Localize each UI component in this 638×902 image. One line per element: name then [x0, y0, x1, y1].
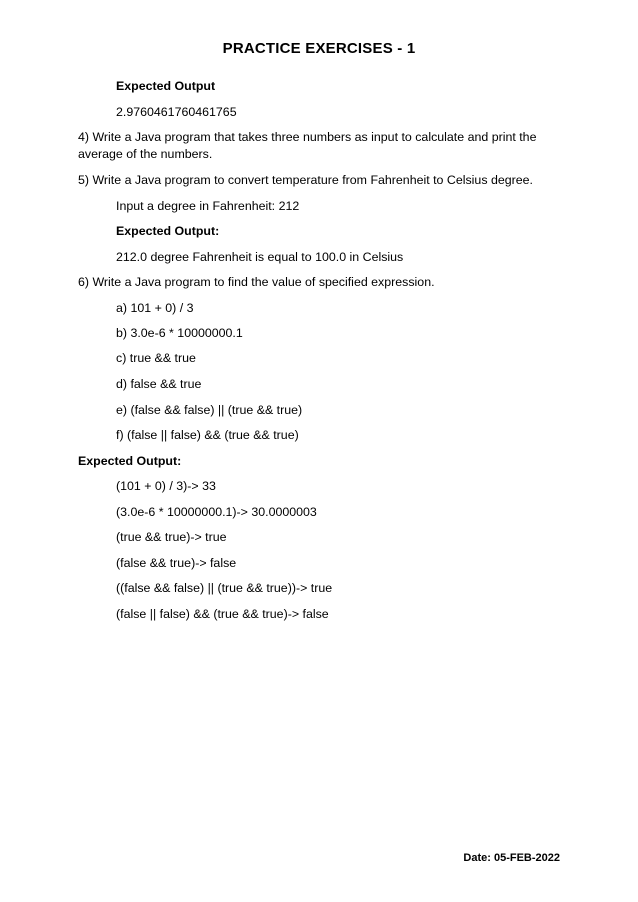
expression-output: (3.0e-6 * 10000000.1)-> 30.0000003	[116, 505, 317, 519]
expression-item: d) false && true	[116, 377, 202, 391]
question-5-expected-value: 212.0 degree Fahrenheit is equal to 100.0 in Celsius	[116, 250, 404, 264]
expression-output: ((false && false) || (true && true))-> true	[116, 581, 333, 595]
expression-output: (101 + 0) / 3)-> 33	[116, 479, 216, 493]
expected-output-value: 2.9760461760461765	[116, 105, 237, 119]
expression-output: (false && true)-> false	[116, 556, 237, 570]
expected-output-label: Expected Output	[116, 79, 216, 93]
expression-item: e) (false && false) || (true && true)	[116, 403, 303, 417]
question-4-line-2: average of the numbers.	[78, 147, 213, 161]
question-5-input: Input a degree in Fahrenheit: 212	[116, 199, 300, 213]
expression-item: a) 101 + 0) / 3	[116, 301, 194, 315]
question-6: 6) Write a Java program to find the value of specified expression.	[78, 275, 435, 289]
page-title: PRACTICE EXERCISES - 1	[222, 40, 416, 57]
expression-item: c) true && true	[116, 351, 196, 365]
expression-item: f) (false || false) && (true && true)	[116, 428, 299, 442]
expression-item: b) 3.0e-6 * 10000000.1	[116, 326, 243, 340]
question-4-line-1: 4) Write a Java program that takes three numbers as input to calculate and print the	[78, 130, 537, 144]
footer-date: Date: 05-FEB-2022	[463, 852, 560, 864]
expression-output: (true && true)-> true	[116, 530, 227, 544]
question-6-expected-label: Expected Output:	[78, 454, 182, 468]
expression-output: (false || false) && (true && true)-> false	[116, 607, 329, 621]
question-5-expected-label: Expected Output:	[116, 224, 220, 238]
question-5: 5) Write a Java program to convert temperature from Fahrenheit to Celsius degree.	[78, 173, 533, 187]
